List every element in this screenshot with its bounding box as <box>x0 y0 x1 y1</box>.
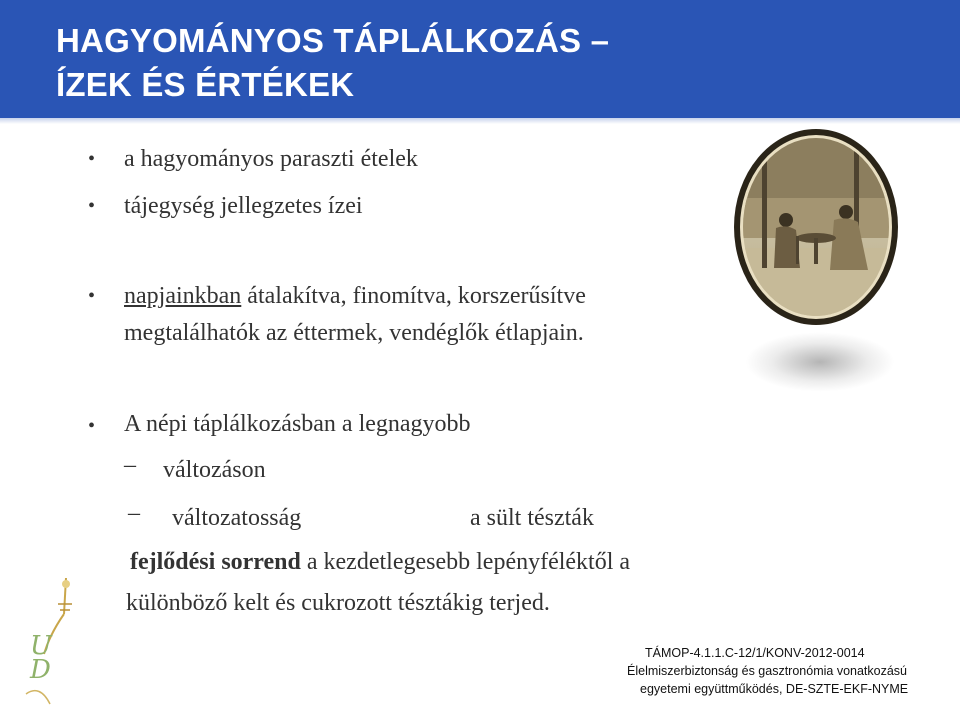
bullet-text-3 <box>124 283 586 310</box>
sub-bullet-text-1: változáson <box>163 457 266 483</box>
historic-photo <box>734 128 898 326</box>
footer-line2: Élelmiszerbiztonság és gasztronómia vonatkozású <box>627 664 907 678</box>
bullet-icon: • <box>88 285 96 307</box>
bullet-text-2: tájegység jellegzetes ízei <box>124 193 363 219</box>
bullet-text-3-line2: megtalálhatók az éttermek, vendéglők étlapjain. <box>124 320 584 346</box>
bullet-text-4: A népi táplálkozásban a legnagyobb <box>124 411 471 437</box>
university-logo-icon <box>20 574 88 710</box>
paragraph-line1-rest: a kezdetlegesebb lepényféléktől a <box>300 549 631 575</box>
sub-bullet-text-2-right: a sült tészták <box>470 505 594 531</box>
slide-title-line1: HAGYOMÁNYOS TÁPLÁLKOZÁS – <box>56 22 610 59</box>
bullet-icon: • <box>88 415 96 437</box>
footer-line1: TÁMOP-4.1.1.C-12/1/KONV-2012-0014 <box>645 646 865 660</box>
bold-phrase: fejlődési sorrend <box>130 549 301 575</box>
svg-text:U: U <box>30 631 52 661</box>
sub-bullet-text-2: változatosság <box>172 505 302 531</box>
bullet-text-1: a hagyományos paraszti ételek <box>124 146 418 172</box>
paragraph-line1 <box>130 549 630 576</box>
dash-bullet-icon: – <box>124 452 136 478</box>
slide-title-line2: ÍZEK ÉS ÉRTÉKEK <box>56 66 355 103</box>
paragraph-line2: különböző kelt és cukrozott tésztákig terjed. <box>126 590 550 616</box>
footer-line3: egyetemi együttműködés, DE-SZTE-EKF-NYME <box>640 682 909 696</box>
title-band <box>0 0 960 118</box>
svg-text:D: D <box>30 655 51 685</box>
bullet-text-3-rest: átalakítva, finomítva, korszerűsítve <box>241 283 586 309</box>
dash-bullet-icon: – <box>128 500 140 526</box>
underlined-word: napjainkban <box>124 283 242 309</box>
photo-shadow <box>745 332 895 392</box>
bullet-icon: • <box>88 148 96 170</box>
bullet-icon: • <box>88 195 96 217</box>
